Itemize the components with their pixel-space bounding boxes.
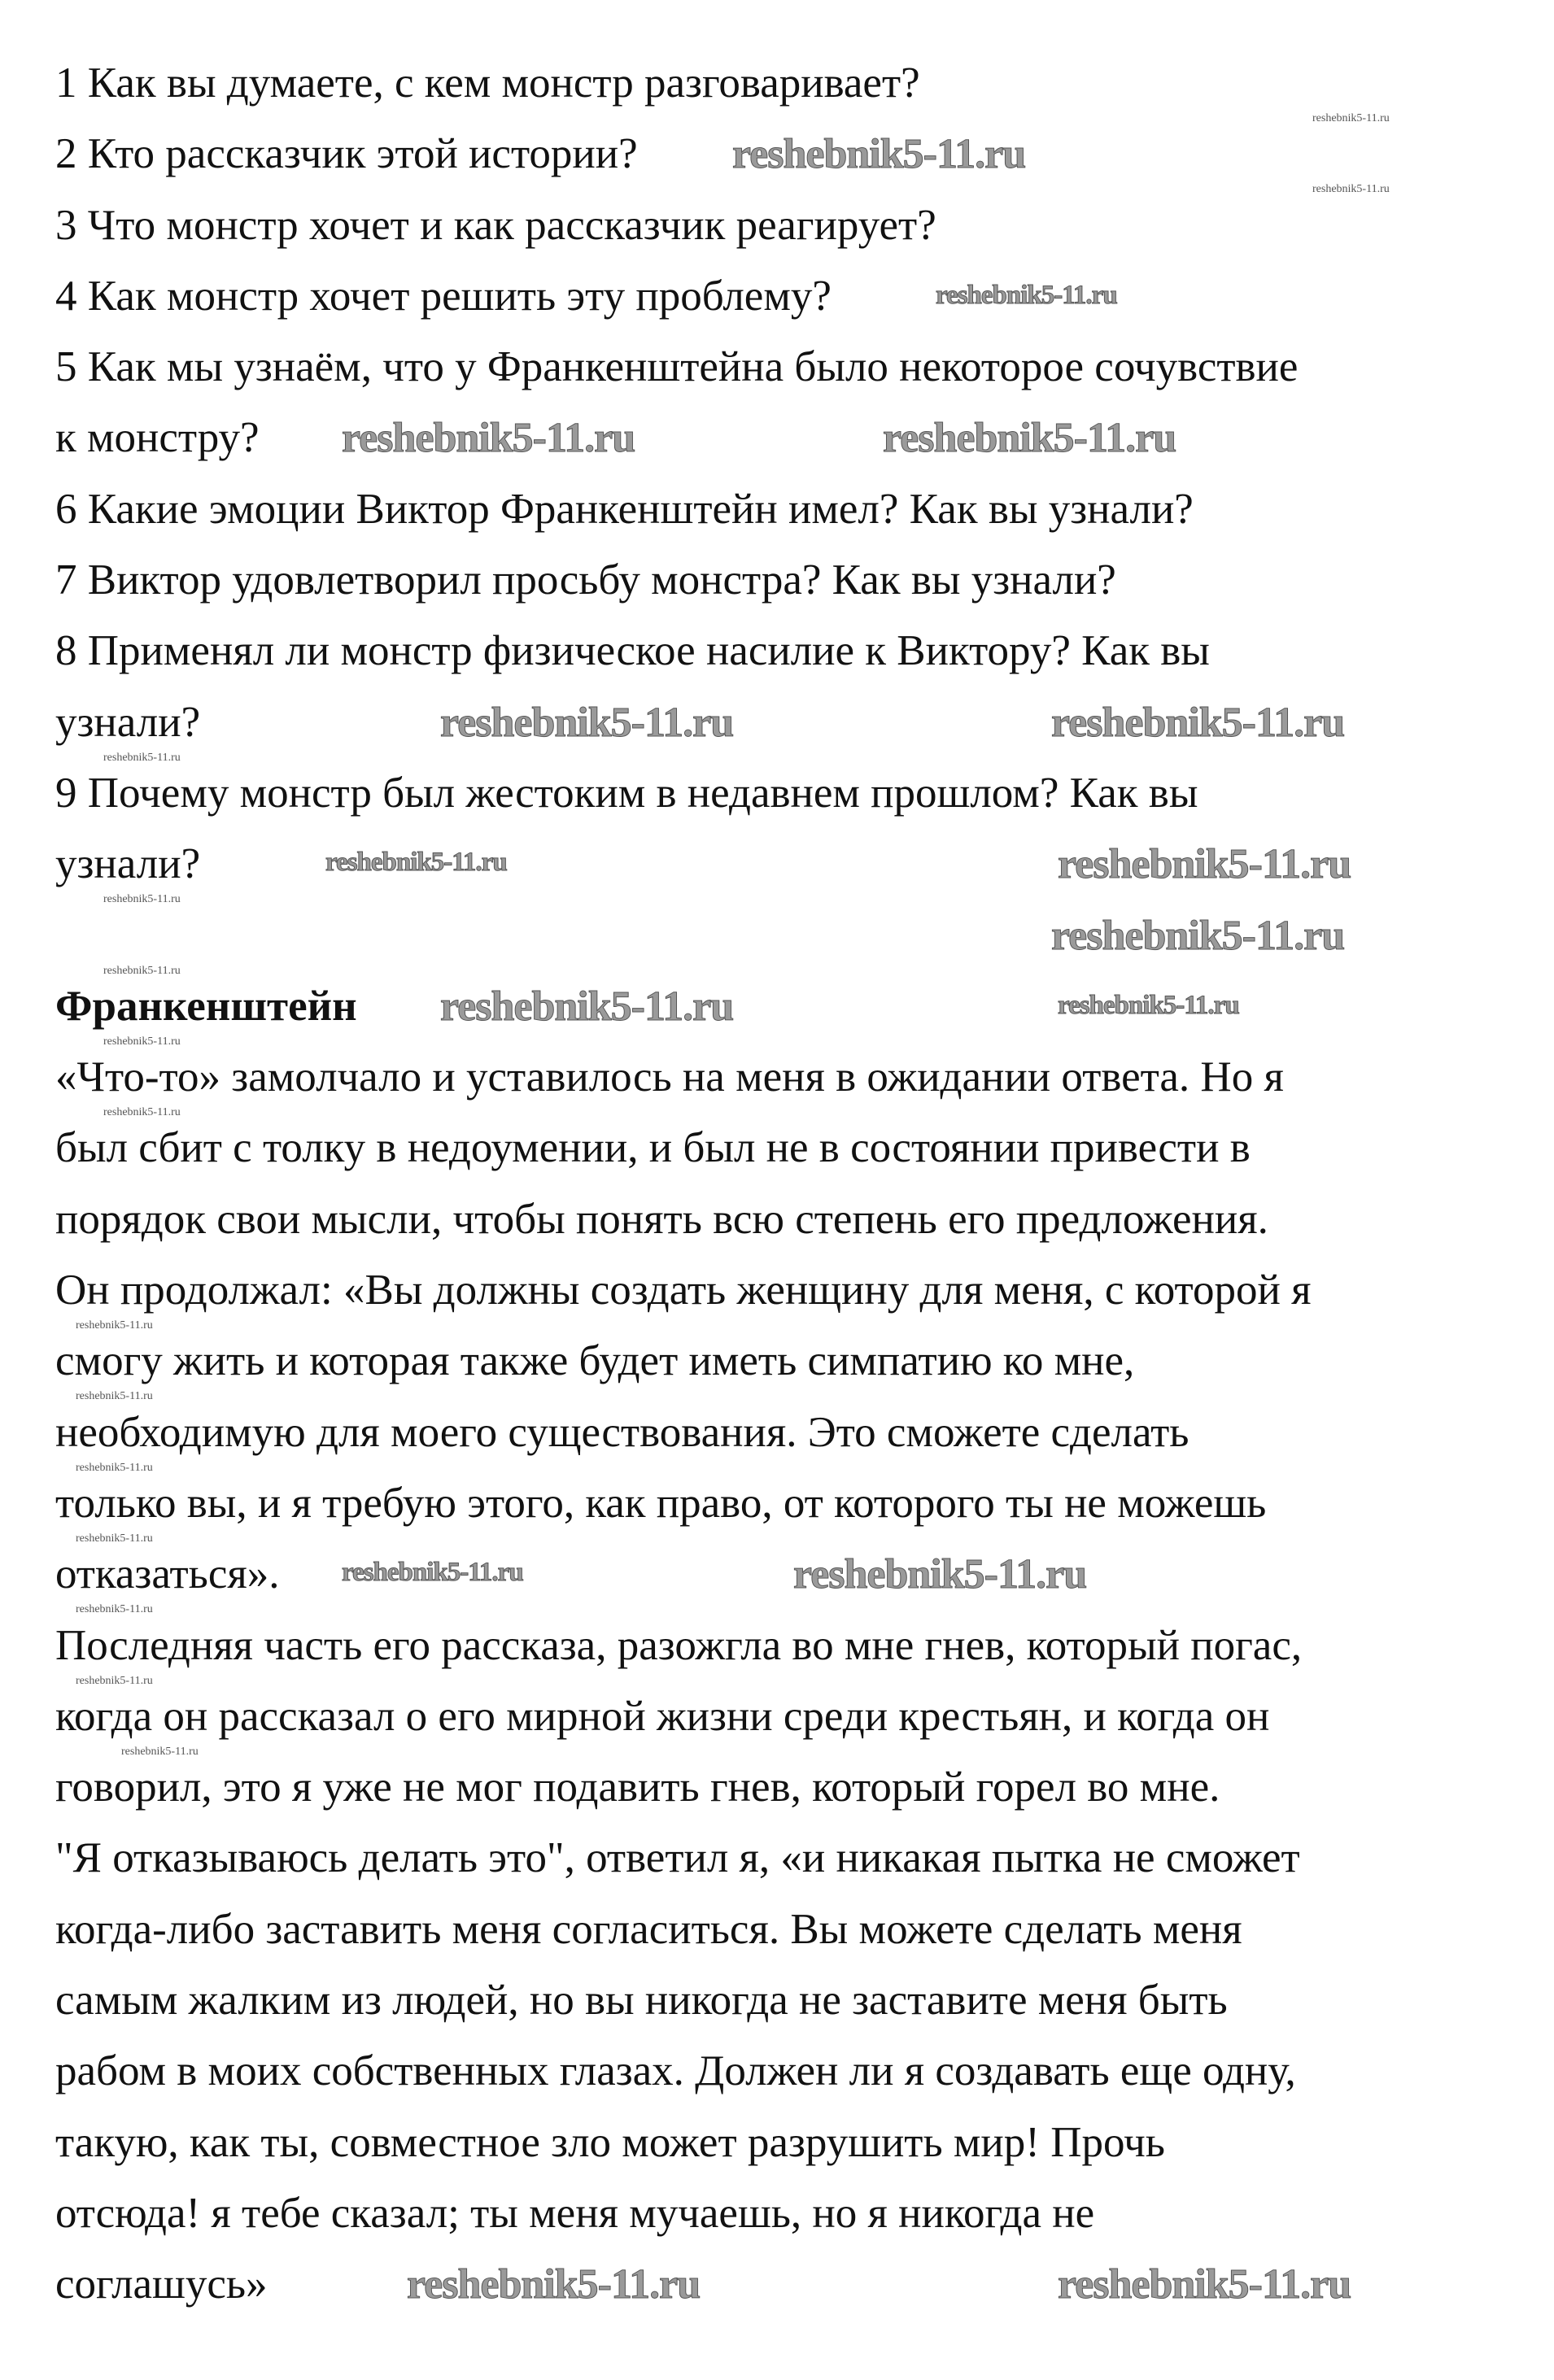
passage-line: Последняя часть его рассказа, разожгла во мне гнев, который погас,: [55, 1621, 1303, 1669]
watermark: reshebnik5-11.ru: [76, 1675, 153, 1687]
question-line: 1 Как вы думаете, с кем монстр разговаривает?: [55, 59, 920, 107]
watermark: reshebnik5-11.ru: [1058, 841, 1351, 887]
passage-line: рабом в моих собственных глазах. Должен ли я создавать еще одну,: [55, 2047, 1296, 2095]
question-line: 4 Как монстр хочет решить эту проблему?: [55, 272, 832, 320]
watermark: reshebnik5-11.ru: [103, 1106, 181, 1118]
passage-line: смогу жить и которая также будет иметь симпатию ко мне,: [55, 1337, 1135, 1385]
watermark: reshebnik5-11.ru: [1058, 2261, 1351, 2308]
watermark: reshebnik5-11.ru: [76, 1462, 153, 1474]
passage-line: самым жалким из людей, но вы никогда не заставите меня быть: [55, 1977, 1228, 2025]
question-line: 8 Применял ли монстр физическое насилие к Виктору? Как вы: [55, 627, 1210, 675]
section-heading: Франкенштейн: [55, 982, 357, 1030]
question-line: узнали?: [55, 698, 201, 746]
watermark: reshebnik5-11.ru: [1051, 913, 1345, 959]
watermark: reshebnik5-11.ru: [1312, 183, 1390, 195]
passage-line: порядок свои мысли, чтобы понять всю степень его предложения.: [55, 1195, 1268, 1243]
question-line: 6 Какие эмоции Виктор Франкенштейн имел? Как вы узнали?: [55, 485, 1194, 533]
watermark: reshebnik5-11.ru: [1058, 991, 1239, 1020]
document-body: [55, 48, 1520, 2321]
watermark: reshebnik5-11.ru: [103, 752, 181, 764]
passage-line: был сбит с толку в недоумении, и был не в состоянии привести в: [55, 1124, 1251, 1172]
watermark: reshebnik5-11.ru: [76, 1532, 153, 1545]
passage-line: соглашусь»: [55, 2260, 268, 2308]
watermark: reshebnik5-11.ru: [793, 1551, 1087, 1598]
passage-line: отсюда! я тебе сказал; ты меня мучаешь, но я никогда не: [55, 2189, 1095, 2237]
watermark: reshebnik5-11.ru: [440, 983, 734, 1030]
watermark: reshebnik5-11.ru: [103, 965, 181, 977]
passage-line: говорил, это я уже не мог подавить гнев, который горел во мне.: [55, 1763, 1220, 1811]
passage: [55, 1042, 1520, 2320]
passage-line: «Что-то» замолчало и уставилось на меня в ожидании ответа. Но я: [55, 1053, 1284, 1101]
watermark: reshebnik5-11.ru: [342, 415, 635, 461]
passage-line: такую, как ты, совместное зло может разрушить мир! Прочь: [55, 2118, 1165, 2166]
question-line: 2 Кто рассказчик этой истории?: [55, 130, 638, 178]
watermark: reshebnik5-11.ru: [440, 700, 734, 746]
watermark: reshebnik5-11.ru: [325, 848, 507, 877]
passage-line: отказаться».: [55, 1550, 280, 1598]
watermark: reshebnik5-11.ru: [1051, 700, 1345, 746]
watermark: reshebnik5-11.ru: [76, 1390, 153, 1402]
question-line: 3 Что монстр хочет и как рассказчик реагирует?: [55, 201, 936, 249]
passage-line: когда он рассказал о его мирной жизни среди крестьян, и когда он: [55, 1692, 1270, 1740]
watermark: reshebnik5-11.ru: [407, 2261, 701, 2308]
watermark: reshebnik5-11.ru: [883, 415, 1176, 461]
watermark: reshebnik5-11.ru: [76, 1319, 153, 1332]
passage-line: только вы, и я требую этого, как право, от которого ты не можешь: [55, 1479, 1267, 1527]
watermark: reshebnik5-11.ru: [103, 893, 181, 905]
watermark: reshebnik5-11.ru: [342, 1558, 523, 1587]
passage-line: необходимую для моего существования. Это сможете сделать: [55, 1408, 1190, 1456]
question-line: к монстру?: [55, 414, 260, 462]
passage-line: Он продолжал: «Вы должны создать женщину для меня, с которой я: [55, 1266, 1312, 1314]
watermark: reshebnik5-11.ru: [121, 1746, 199, 1758]
passage-line: когда-либо заставить меня согласиться. Вы можете сделать меня: [55, 1905, 1242, 1953]
watermark: reshebnik5-11.ru: [936, 281, 1117, 310]
question-line: 9 Почему монстр был жестоким в недавнем прошлом? Как вы: [55, 769, 1198, 817]
passage-line: "Я отказываюсь делать это", ответил я, «и никакая пытка не сможет: [55, 1834, 1300, 1882]
question-line: узнали?: [55, 840, 201, 888]
question-line: 7 Виктор удовлетворил просьбу монстра? Как вы узнали?: [55, 556, 1116, 604]
watermark: reshebnik5-11.ru: [732, 131, 1026, 177]
watermark: reshebnik5-11.ru: [103, 1035, 181, 1048]
question-line: 5 Как мы узнаём, что у Франкенштейна было некоторое сочувствие: [55, 343, 1299, 391]
watermark: reshebnik5-11.ru: [76, 1603, 153, 1615]
watermark: reshebnik5-11.ru: [1312, 112, 1390, 124]
